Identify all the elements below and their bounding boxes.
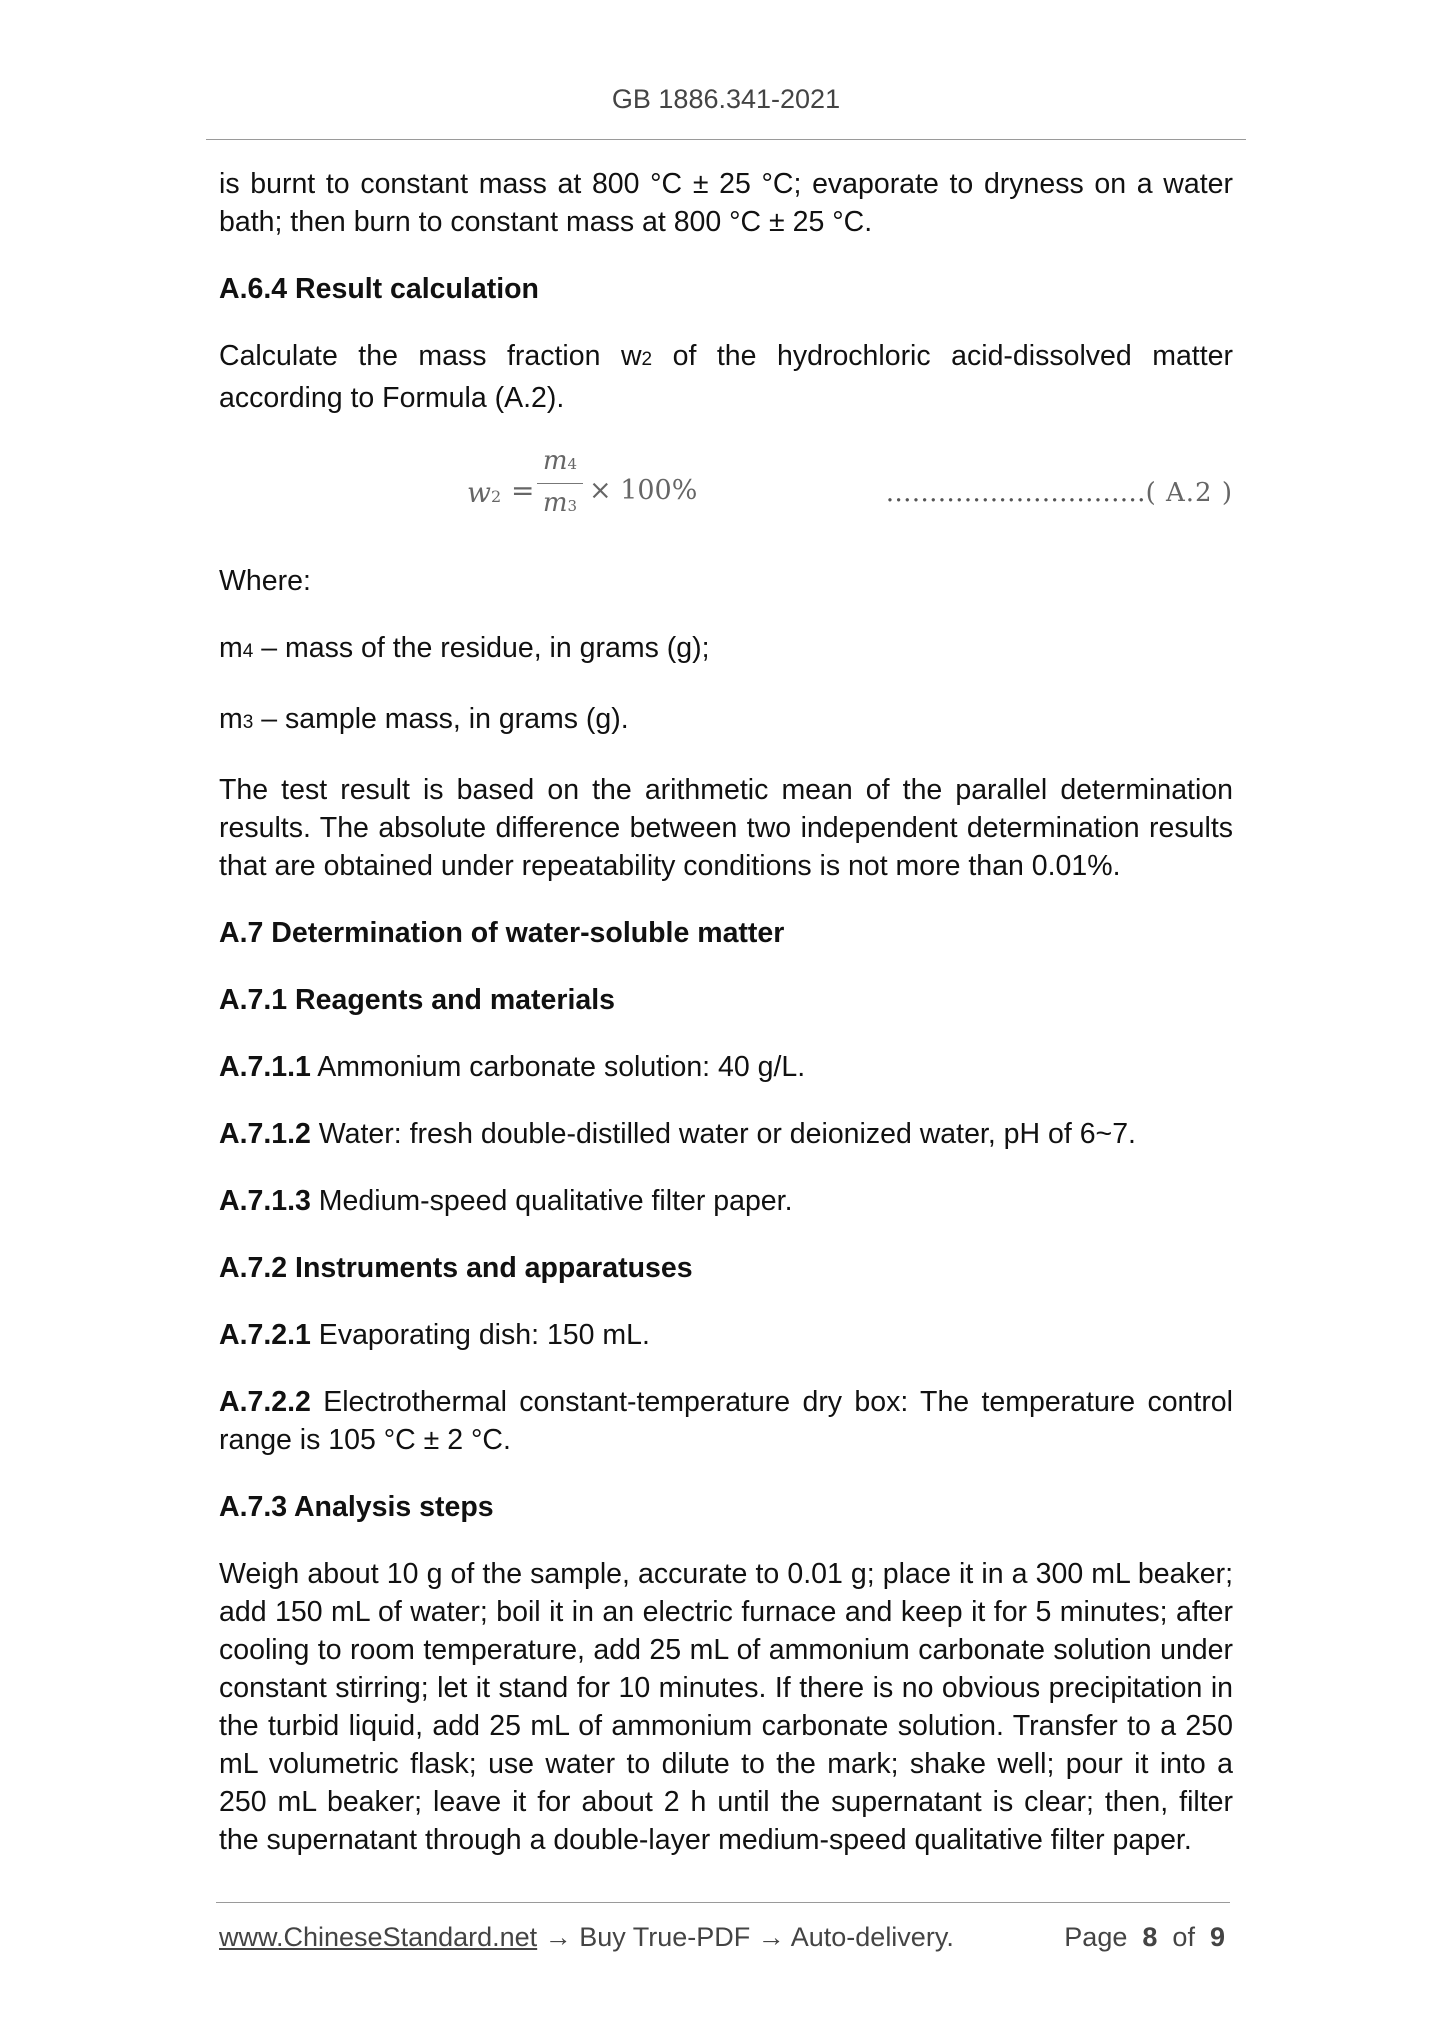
calc-text-b: of the hydrochloric acid-dissolved matter according to Formula (A.2).	[219, 340, 1233, 414]
clause-a711: A.7.1.1 Ammonium carbonate solution: 40 g/L.	[219, 1051, 806, 1083]
page-indicator: Page 8 of 9	[1064, 1922, 1225, 1952]
intro-paragraph: is burnt to constant mass at 800 °C ± 25 °C; evaporate to dryness on a water bath; then burn to constant mass at 800 °C ± 25 °C.	[219, 168, 1233, 238]
formula-denominator: m3	[542, 488, 578, 518]
clause-number: A.7.1.1	[219, 1051, 311, 1083]
clause-a721: A.7.2.1 Evaporating dish: 150 mL.	[219, 1319, 650, 1351]
website-link[interactable]: www.ChineseStandard.net	[219, 1922, 538, 1952]
footer-divider	[216, 1902, 1230, 1903]
formula-reference	[886, 474, 1233, 512]
formula-numerator: m4	[542, 446, 578, 476]
heading-a71: A.7.1 Reagents and materials	[219, 984, 615, 1016]
heading-a7: A.7 Determination of water-soluble matter	[219, 917, 785, 949]
analysis-steps-paragraph: Weigh about 10 g of the sample, accurate to 0.01 g; place it in a 300 mL beaker; add 150 mL of water; boil it in an electric furnace and keep it for 5 minutes; after cooling to room temperature, add 25 mL of ammonium carbonate solution under constant stirring; let it stand for 10 minutes. If there is no obvious precipitation in the turbid liquid, add 25 mL of ammonium carbonate solution. Transfer to a 250 mL volumetric flask; use water to dilute to the mark; shake well; pour it into a 250 mL beaker; leave it for about 2 h until the supernatant is clear; then, filter the supernatant through a double-layer medium-speed qualitative filter paper.	[219, 1558, 1233, 1856]
header-divider	[206, 139, 1246, 140]
formula-leader-dots: …………………………	[885, 478, 1146, 508]
page-body	[219, 165, 1233, 1888]
heading-a64: A.6.4 Result calculation	[219, 273, 539, 305]
clause-a722: A.7.2.2 Electrothermal constant-temperature dry box: The temperature control range is 105 °C ± 2 °C.	[219, 1386, 1233, 1456]
calc-subscript: 2	[641, 349, 653, 370]
heading-a72: A.7.2 Instruments and apparatuses	[219, 1252, 693, 1284]
formula-number: ( A.2 )	[1145, 478, 1233, 508]
clause-number: A.7.1.3	[219, 1185, 311, 1217]
clause-number: A.7.2.2	[219, 1386, 311, 1418]
page-header-title: GB 1886.341-2021	[611, 84, 841, 114]
heading-a73: A.7.3 Analysis steps	[219, 1491, 494, 1523]
page-total: 9	[1209, 1922, 1225, 1952]
page-footer	[219, 1922, 1233, 1953]
where-label: Where:	[219, 565, 311, 597]
calc-paragraph	[219, 337, 1233, 417]
formula-lhs: w2	[467, 476, 502, 509]
fraction-bar	[537, 483, 583, 484]
formula-times-percent: × 100%	[589, 475, 698, 506]
formula-a2	[219, 444, 1233, 540]
clause-a713: A.7.1.3 Medium-speed qualitative filter paper.	[219, 1185, 793, 1217]
result-paragraph: The test result is based on the arithmetic mean of the parallel determination results. The absolute difference between two independent determination results that are obtained under repeatability conditions is not more than 0.01%.	[219, 774, 1233, 882]
calc-text-a: Calculate the mass fraction w	[219, 340, 642, 372]
clause-a712: A.7.1.2 Water: fresh double-distilled water or deionized water, pH of 6~7.	[219, 1118, 1136, 1150]
clause-number: A.7.2.1	[219, 1319, 311, 1351]
formula-equals: =	[511, 474, 535, 507]
clause-number: A.7.1.2	[219, 1118, 311, 1150]
definition-m3: m3 – sample mass, in grams (g).	[219, 703, 629, 735]
definition-m4: m4 – mass of the residue, in grams (g);	[219, 632, 710, 664]
footer-promo: → Buy True-PDF → Auto-delivery.	[537, 1922, 954, 1952]
page-number: 8	[1142, 1922, 1158, 1952]
formula-fraction	[537, 444, 583, 523]
